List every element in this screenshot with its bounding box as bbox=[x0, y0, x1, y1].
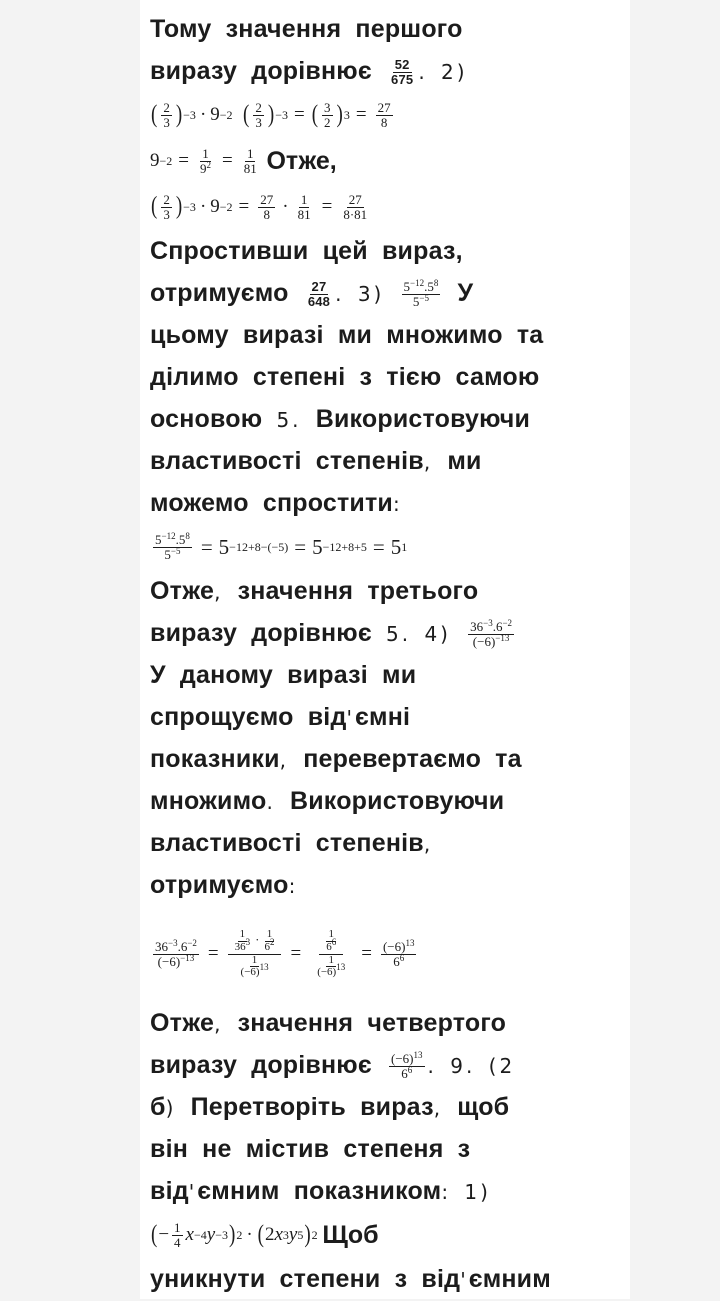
text-line bbox=[150, 482, 628, 524]
math-line: ( − $\frac{1}{4}$ x −4 y −3 ) 2 · ( 2 x 3 y 5 ) 2 Щоб bbox=[150, 1212, 628, 1258]
text-line bbox=[150, 8, 628, 50]
text: , bbox=[214, 1012, 224, 1036]
text: Спростивши цей вираз, bbox=[150, 237, 463, 265]
text-line bbox=[150, 272, 628, 314]
text: показники bbox=[150, 745, 280, 773]
text: перевертаємо та bbox=[303, 745, 522, 773]
text: : bbox=[393, 492, 403, 516]
fraction: $\frac{27}{8}$ bbox=[260, 191, 274, 222]
fraction: 2 3 bbox=[255, 99, 262, 130]
text: цьому виразі ми множимо та bbox=[150, 321, 544, 349]
answer-text bbox=[150, 8, 628, 1300]
text: . 2) bbox=[418, 60, 468, 84]
text: основою bbox=[150, 405, 263, 433]
text-line bbox=[150, 398, 628, 440]
text: виразу дорівнює bbox=[150, 1051, 372, 1079]
text-line bbox=[150, 1258, 628, 1300]
denominator: 675 bbox=[391, 71, 414, 87]
text: отримуємо bbox=[150, 279, 289, 307]
text: 5. bbox=[276, 408, 302, 432]
text: значення четвертого bbox=[237, 1009, 507, 1037]
fraction: 3 2 bbox=[324, 99, 331, 130]
fraction: $\frac{36^{-3}.6^{-2}}{(-6)^{-13}}$ bbox=[155, 937, 197, 969]
text-line bbox=[150, 1170, 628, 1212]
text: Щоб bbox=[322, 1221, 379, 1249]
text-line bbox=[150, 314, 628, 356]
text: множимо bbox=[150, 787, 267, 815]
fraction: $\frac{27}{8\cdot 81}$ bbox=[343, 191, 368, 222]
text: 5. 4) bbox=[386, 622, 451, 646]
document-page bbox=[140, 0, 630, 1299]
text: спрощуємо від bbox=[150, 703, 347, 731]
text: значення третього bbox=[237, 577, 479, 605]
text-line bbox=[150, 696, 628, 738]
text: , bbox=[214, 580, 224, 604]
text: . 3) bbox=[335, 282, 385, 306]
text: ) bbox=[165, 1096, 177, 1120]
text: : 1) bbox=[441, 1180, 491, 1204]
fraction: $\frac{36^{-3}.6^{-2}}{(-6)^{-13}}$ bbox=[470, 618, 513, 649]
fraction: $\frac{1}{4}$ bbox=[174, 1219, 181, 1250]
text: Використовуючи bbox=[315, 405, 531, 433]
fraction: $\frac{5^{-12}.5^8}{5^{-5}}$ bbox=[403, 278, 439, 309]
fraction: $\frac{1}{9^2}$ bbox=[200, 145, 211, 176]
fraction: $\frac{5^{-12}.5^8}{5^{-5}}$ bbox=[155, 530, 190, 562]
text: Перетворіть вираз bbox=[190, 1093, 434, 1121]
text: , bbox=[433, 1096, 444, 1120]
fraction: $\frac{(-6)^{13}}{6^6}$ bbox=[382, 937, 415, 969]
math-line: $\frac{5^{-12}.5^8}{5^{-5}}$ = 5 −12+8−(−5) = 5 −12+8+5 = 5 1 bbox=[155, 530, 408, 562]
text: Отже, bbox=[266, 147, 337, 175]
fraction: $\frac{1}{36^3}$ · $\frac{1}{6^2}$ $\frac{1}{(-6)^{13}}$ bbox=[228, 929, 282, 978]
text: У даному виразі ми bbox=[150, 661, 417, 689]
text: ' bbox=[460, 1268, 469, 1292]
text: Тому значення першого bbox=[150, 15, 463, 43]
text-line bbox=[150, 612, 628, 654]
text-line bbox=[150, 1002, 628, 1044]
fraction: $\frac{1}{81}$ bbox=[297, 191, 311, 222]
text: ми bbox=[447, 447, 482, 475]
text: б bbox=[150, 1093, 166, 1121]
text: Використовуючи bbox=[289, 787, 505, 815]
text: ділимо степені з тією самою bbox=[150, 363, 540, 391]
text: ємним bbox=[468, 1265, 551, 1293]
text-line bbox=[150, 1044, 628, 1086]
text: виразу дорівнює bbox=[150, 619, 372, 647]
math-line: ( 2 3 ) −3 · 9 −2 ( 2 3 ) −3 = ( 3 2 ) 3 = $\frac{27}{8}$ bbox=[151, 99, 391, 130]
text-line bbox=[150, 654, 628, 696]
fraction: 2 3 bbox=[163, 99, 170, 130]
math-line: 9 −2 = $\frac{1}{9^2}$ = $\frac{1}{81}$ Отже, bbox=[150, 138, 628, 184]
fraction: $\frac{(-6)^{13}}{6^6}$ bbox=[391, 1050, 423, 1081]
text: він не містив степеня з bbox=[150, 1135, 471, 1163]
text-line bbox=[150, 50, 628, 92]
text-line bbox=[150, 738, 628, 780]
text: . 9. (2 bbox=[427, 1054, 516, 1078]
text-line bbox=[150, 822, 628, 864]
text: від bbox=[150, 1177, 189, 1205]
numerator: 52 bbox=[394, 57, 410, 73]
text-line bbox=[150, 1128, 628, 1170]
text: ' bbox=[346, 706, 356, 730]
text: ємним показником bbox=[197, 1177, 442, 1205]
text: властивості степенів bbox=[150, 447, 424, 475]
fraction: 2 3 bbox=[163, 191, 170, 222]
fraction: $\frac{27}{648}$ bbox=[307, 279, 331, 309]
text: отримуємо bbox=[150, 871, 289, 899]
text-line bbox=[150, 780, 628, 822]
text: ємні bbox=[355, 703, 411, 731]
text: можемо спростити bbox=[150, 489, 394, 517]
text-line bbox=[150, 570, 628, 612]
text: , bbox=[279, 748, 290, 772]
text: властивості степенів bbox=[150, 829, 424, 857]
text: Отже bbox=[150, 1009, 215, 1037]
fraction: $\frac{\frac{1}{6^6}}{\frac{1}{(-6)^{13}}}$ bbox=[317, 928, 346, 979]
fraction bbox=[389, 58, 415, 86]
text: . bbox=[266, 790, 276, 814]
text-line bbox=[150, 230, 628, 272]
text: ' bbox=[188, 1180, 198, 1204]
text: У bbox=[457, 279, 474, 307]
text-line bbox=[150, 864, 628, 906]
text: уникнути степени з від bbox=[150, 1265, 461, 1293]
text: щоб bbox=[457, 1093, 510, 1121]
text-line bbox=[150, 440, 628, 482]
text-line bbox=[150, 356, 628, 398]
fraction: $\frac{27}{8}$ bbox=[377, 99, 391, 130]
text: , bbox=[423, 832, 434, 856]
text: : bbox=[288, 874, 299, 898]
text: виразу дорівнює bbox=[150, 57, 372, 85]
math-line: $\frac{36^{-3}.6^{-2}}{(-6)^{-13}}$ = $\frac{1}{36^3}$ · $\frac{1}{6^2}$ $\frac{1}{(-6)^{13}}$ = $\frac{\frac{1}{6^6}}{\frac{1}{(-6)^{13}}}$ = $\frac{(-6)^{13}}{6^6}$ bbox=[155, 928, 415, 979]
text: Отже bbox=[150, 577, 215, 605]
math-line: ( 2 3 ) −3 · 9 −2 = $\frac{27}{8}$ · $\frac{1}{81}$ = $\frac{27}{8\cdot 81}$ bbox=[151, 191, 368, 222]
text-line bbox=[150, 1086, 628, 1128]
text: , bbox=[423, 450, 434, 474]
fraction: $\frac{1}{81}$ bbox=[243, 145, 257, 176]
